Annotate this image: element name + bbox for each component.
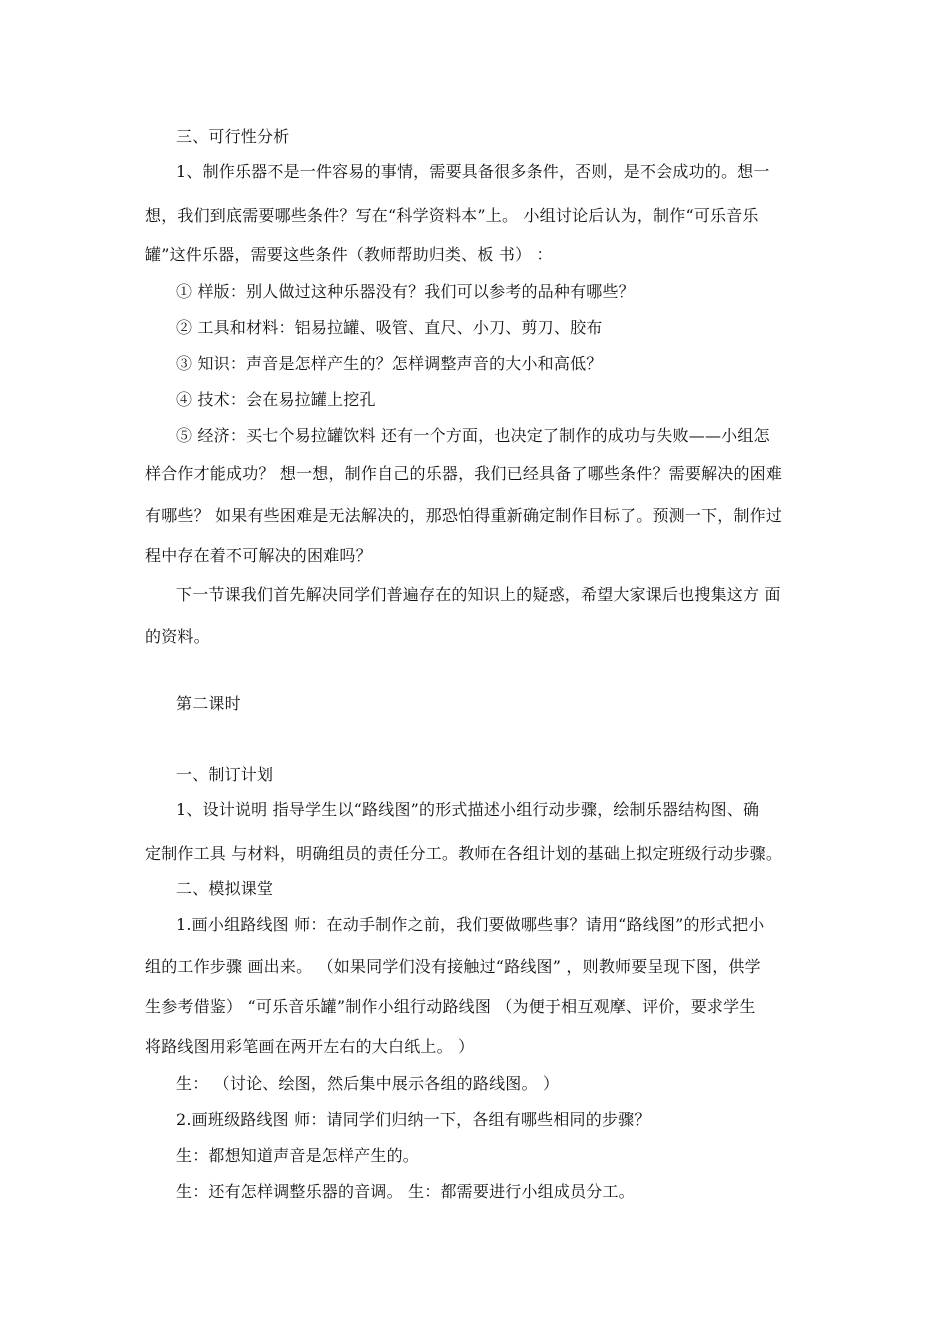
paragraph-line: 样合作才能成功？ 想一想，制作自己的乐器，我们已经具备了哪些条件？需要解决的困难 (145, 464, 783, 483)
section-heading-classroom: 二、模拟课堂 (176, 879, 274, 898)
paragraph-line: 下一节课我们首先解决同学们普遍存在的知识上的疑惑，希望大家课后也搜集这方 面 (176, 585, 781, 604)
list-item-economy: ⑤ 经济：买七个易拉罐饮料 还有一个方面，也决定了制作的成功与失败——小组怎 (176, 426, 770, 445)
paragraph-line: 有哪些？ 如果有些困难是无法解决的，那恐怕得重新确定制作目标了。预测一下，制作过 (145, 506, 783, 525)
lesson-heading: 第二课时 (176, 694, 241, 713)
paragraph-line: 生参考借鉴） “可乐音乐罐”制作小组行动路线图 （为便于相互观摩、评价，要求学生 (145, 997, 756, 1016)
paragraph-line: 1.画小组路线图 师：在动手制作之前，我们要做哪些事？请用“路线图”的形式把小 (176, 915, 765, 934)
section-heading-plan: 一、制订计划 (176, 765, 274, 784)
dialogue-line: 生： （讨论、绘图，然后集中展示各组的路线图。 ） (176, 1074, 560, 1093)
paragraph-line: 定制作工具 与材料，明确组员的责任分工。教师在各组计划的基础上拟定班级行动步骤。 (145, 844, 783, 863)
paragraph-line: 1、设计说明 指导学生以“路线图”的形式描述小组行动步骤，绘制乐器结构图、确 (176, 800, 760, 819)
list-item-knowledge: ③ 知识：声音是怎样产生的？怎样调整声音的大小和高低？ (176, 354, 603, 373)
paragraph-line: 将路线图用彩笔画在两开左右的大白纸上。 ） (145, 1037, 475, 1056)
dialogue-line: 2.画班级路线图 师：请同学们归纳一下，各组有哪些相同的步骤？ (176, 1110, 651, 1129)
list-item-sample: ① 样版：别人做过这种乐器没有？我们可以参考的品种有哪些？ (176, 282, 635, 301)
dialogue-line: 生：还有怎样调整乐器的音调。 生：都需要进行小组成员分工。 (176, 1182, 635, 1201)
paragraph-line: 组的工作步骤 画出来。 （如果同学们没有接触过“路线图” ，则教师要呈现下图，供学 (145, 957, 761, 976)
paragraph-line: 罐”这件乐器，需要这些条件（教师帮助归类、板 书） ： (145, 245, 553, 264)
section-heading-feasibility: 三、可行性分析 (176, 127, 290, 146)
list-item-tools: ② 工具和材料：铝易拉罐、吸管、直尺、小刀、剪刀、胶布 (176, 318, 603, 337)
list-item-technique: ④ 技术：会在易拉罐上挖孔 (176, 390, 376, 409)
paragraph-line: 程中存在着不可解决的困难吗？ (145, 546, 372, 565)
paragraph-line: 想，我们到底需要哪些条件？写在“科学资料本”上。 小组讨论后认为，制作“可乐音乐 (145, 206, 759, 225)
paragraph-line: 的资料。 (145, 627, 210, 646)
paragraph-line: 1、制作乐器不是一件容易的事情，需要具备很多条件，否则，是不会成功的。想一 (176, 162, 770, 181)
dialogue-line: 生：都想知道声音是怎样产生的。 (176, 1146, 420, 1165)
